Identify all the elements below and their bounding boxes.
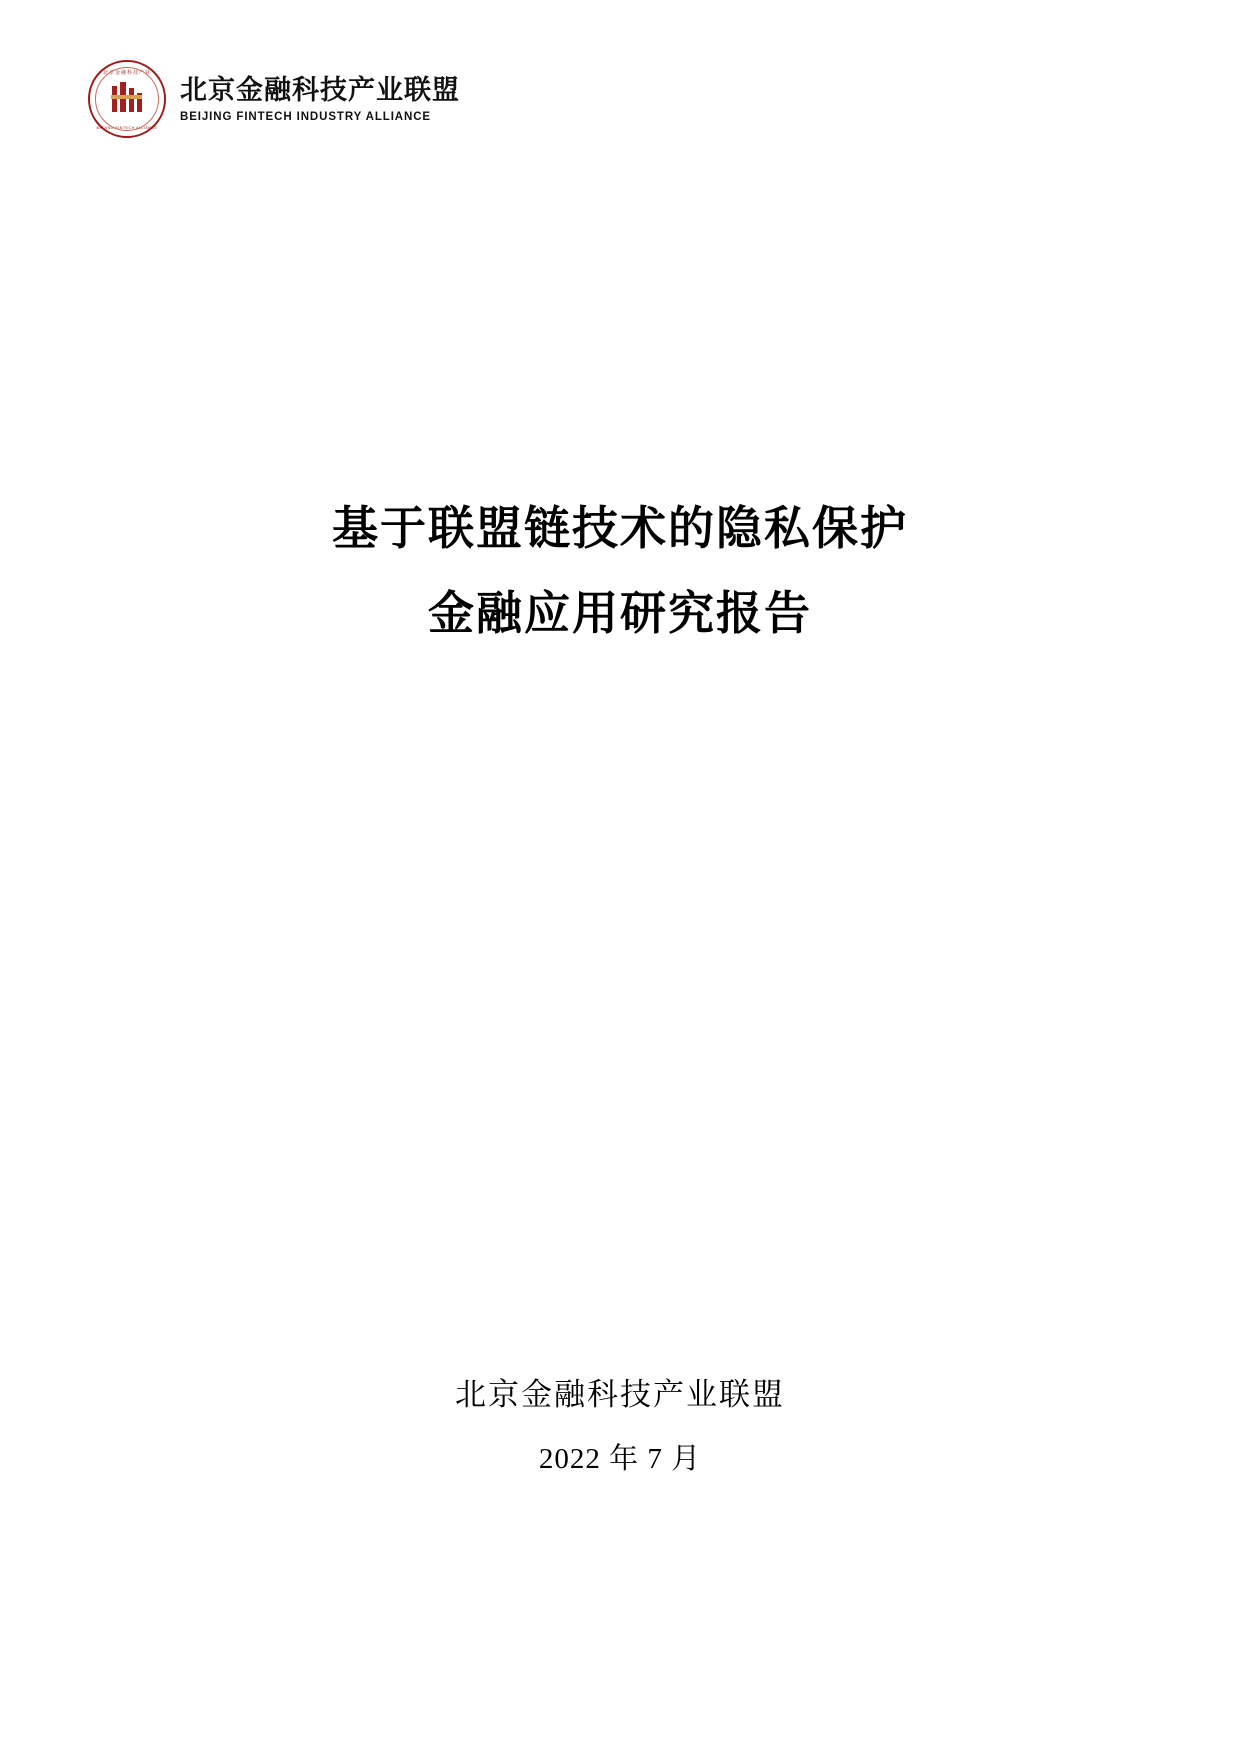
publication-date: 2022 年 7 月 xyxy=(538,1442,702,1475)
seal-bottom-text: BEIJING FINTECH ALLIANCE xyxy=(96,125,158,130)
logo-name-cn: 北京金融科技产业联盟 xyxy=(180,74,460,105)
logo-wordmark xyxy=(180,75,460,123)
seal-emblem-icon xyxy=(110,82,144,116)
page-title xyxy=(0,486,1240,656)
cover-footer xyxy=(0,1370,1240,1477)
seal-bar-1 xyxy=(112,86,117,112)
seal-top-text: 北京金融科技产业 xyxy=(102,70,151,76)
organization-logo-lockup xyxy=(88,60,460,138)
seal-bar-2 xyxy=(120,82,126,112)
alliance-seal-icon xyxy=(88,60,166,138)
seal-crossbar xyxy=(111,95,142,99)
logo-name-en: BEIJING FINTECH INDUSTRY ALLIANCE xyxy=(180,111,431,124)
title-line-1: 基于联盟链技术的隐私保护 xyxy=(332,502,908,554)
title-line-2: 金融应用研究报告 xyxy=(428,587,812,640)
publisher-name: 北京金融科技产业联盟 xyxy=(455,1377,785,1412)
seal-bar-3 xyxy=(129,88,134,112)
seal-bar-4 xyxy=(137,93,142,112)
